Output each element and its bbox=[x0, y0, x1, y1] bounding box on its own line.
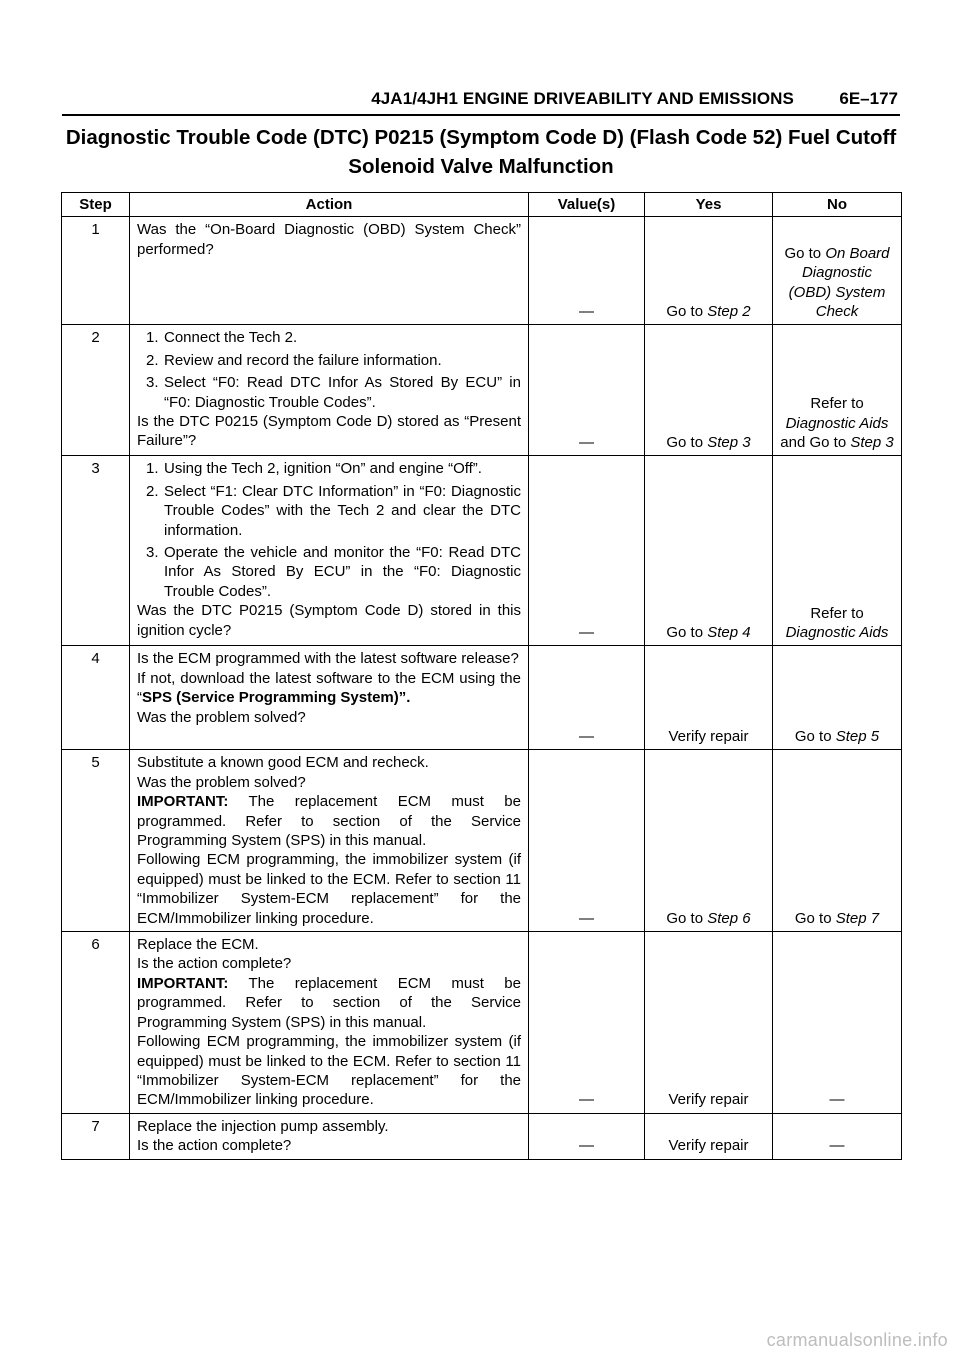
action-text: Was the DTC P0215 (Symptom Code D) stored in this ignition cycle? bbox=[137, 602, 521, 639]
no-cell: Go to Step 5 bbox=[773, 646, 902, 750]
action-cell bbox=[130, 217, 529, 325]
table-row bbox=[62, 646, 902, 750]
no-cell: Go to Step 7 bbox=[773, 750, 902, 932]
no-cell: — bbox=[773, 1113, 902, 1159]
no-cell: Refer to Diagnostic Aids and Go to Step 3 bbox=[773, 325, 902, 456]
table-row bbox=[62, 750, 902, 932]
step-number: 3 bbox=[62, 456, 130, 646]
step-link: Step 2 bbox=[707, 303, 751, 320]
no-cell: Refer to Diagnostic Aids bbox=[773, 456, 902, 646]
value-cell: — bbox=[529, 456, 645, 646]
page-header bbox=[62, 88, 900, 116]
table-row bbox=[62, 217, 902, 325]
yes-cell: Verify repair bbox=[645, 1113, 773, 1159]
action-cell bbox=[130, 750, 529, 932]
action-text: Was the problem solved? bbox=[137, 708, 306, 726]
list-item: 3. Select “F0: Read DTC Infor As Stored By ECU” in “F0: Diagnostic Trouble Codes”. bbox=[146, 374, 521, 411]
col-header-action: Action bbox=[130, 193, 529, 217]
step-link: Step 6 bbox=[707, 909, 751, 927]
step-link: Step 5 bbox=[835, 728, 880, 745]
important-note: IMPORTANT: The replacement ECM must be programmed. Refer to section of the Service Programming System (SPS) in this manual. bbox=[137, 793, 521, 850]
action-text: If not, download the latest software to the ECM using the “SPS (Service Programming System)”. bbox=[137, 669, 521, 707]
list-item: 1. Using the Tech 2, ignition “On” and engine “Off”. bbox=[146, 460, 482, 478]
page-number: 6E–177 bbox=[839, 89, 898, 108]
yes-cell: Go to Step 2 bbox=[645, 217, 773, 325]
action-text: Was the problem solved? bbox=[137, 773, 306, 791]
step-link: Step 3 bbox=[850, 434, 894, 451]
yes-cell: Go to Step 6 bbox=[645, 750, 773, 932]
action-text: Is the action complete? bbox=[137, 1137, 292, 1155]
step-number: 6 bbox=[62, 932, 130, 1114]
action-cell bbox=[130, 456, 529, 646]
step-link: Step 3 bbox=[707, 434, 751, 451]
action-cell bbox=[130, 1113, 529, 1159]
step-link: Step 7 bbox=[835, 909, 880, 927]
list-item: 2. Select “F1: Clear DTC Information” in “F0: Diagnostic Trouble Codes” with the Tech 2 and clear the DTC information. bbox=[146, 482, 521, 539]
list-item: 2. Review and record the failure information. bbox=[146, 351, 442, 369]
action-text: Replace the ECM. bbox=[137, 936, 259, 954]
watermark: carmanualsonline.info bbox=[766, 1330, 948, 1350]
col-header-yes: Yes bbox=[645, 193, 773, 217]
no-cell: — bbox=[773, 932, 902, 1114]
col-header-values: Value(s) bbox=[529, 193, 645, 217]
step-number: 4 bbox=[62, 646, 130, 750]
yes-cell: Go to Step 4 bbox=[645, 456, 773, 646]
page-title: Diagnostic Trouble Code (DTC) P0215 (Symptom Code D) (Flash Code 52) Fuel Cutoff Solenoid Valve Malfunction bbox=[65, 126, 897, 178]
procedure-link: On Board Diagnostic (OBD) System Check bbox=[788, 244, 890, 320]
action-cell bbox=[130, 646, 529, 750]
list-item: 3. Operate the vehicle and monitor the “F0: Read DTC Infor As Stored By ECU” in the “F0: Diagnostic Trouble Codes”. bbox=[146, 544, 521, 600]
action-text: Following ECM programming, the immobilizer system (if equipped) must be linked to the ECM. Refer to section 11 “Immobilizer System-ECM replacement” for the ECM/Immobilizer linking procedure. bbox=[137, 851, 521, 927]
value-cell: — bbox=[529, 1113, 645, 1159]
yes-cell: Go to Step 3 bbox=[645, 325, 773, 456]
table-row bbox=[62, 456, 902, 646]
list-item: 1. Connect the Tech 2. bbox=[146, 329, 298, 347]
table-header-row bbox=[62, 193, 902, 217]
yes-cell: Verify repair bbox=[645, 646, 773, 750]
value-cell: — bbox=[529, 325, 645, 456]
step-number: 5 bbox=[62, 750, 130, 932]
value-cell: — bbox=[529, 217, 645, 325]
action-cell bbox=[130, 325, 529, 456]
step-number: 7 bbox=[62, 1113, 130, 1159]
action-text: Is the DTC P0215 (Symptom Code D) stored as “Present Failure”? bbox=[137, 413, 521, 450]
procedure-link: Diagnostic Aids bbox=[785, 414, 889, 432]
action-cell bbox=[130, 932, 529, 1114]
action-text: Is the action complete? bbox=[137, 955, 292, 973]
table-row bbox=[62, 932, 902, 1114]
no-cell: Go to On Board Diagnostic (OBD) System Check bbox=[773, 217, 902, 325]
step-number: 1 bbox=[62, 217, 130, 325]
diagnostic-table bbox=[61, 192, 902, 1160]
procedure-link: Diagnostic Aids bbox=[785, 624, 889, 641]
table-row bbox=[62, 325, 902, 456]
action-text: Is the ECM programmed with the latest software release? bbox=[137, 650, 519, 668]
value-cell: — bbox=[529, 646, 645, 750]
action-text: Substitute a known good ECM and recheck. bbox=[137, 754, 429, 772]
value-cell: — bbox=[529, 932, 645, 1114]
step-link: Step 4 bbox=[707, 624, 751, 641]
yes-cell: Verify repair bbox=[645, 932, 773, 1114]
action-text: Replace the injection pump assembly. bbox=[137, 1117, 389, 1135]
important-note: IMPORTANT: The replacement ECM must be programmed. Refer to section of the Service Programming System (SPS) in this manual. bbox=[137, 974, 521, 1031]
col-header-step: Step bbox=[62, 193, 130, 217]
value-cell: — bbox=[529, 750, 645, 932]
step-number: 2 bbox=[62, 325, 130, 456]
action-text: Following ECM programming, the immobilizer system (if equipped) must be linked to the ECM. Refer to section 11 “Immobilizer System-ECM replacement” for the ECM/Immobilizer linking procedure. bbox=[137, 1033, 521, 1109]
header-title: 4JA1/4JH1 ENGINE DRIVEABILITY AND EMISSIONS bbox=[371, 89, 794, 108]
col-header-no: No bbox=[773, 193, 902, 217]
table-row bbox=[62, 1113, 902, 1159]
sps-reference: SPS (Service Programming System)”. bbox=[142, 689, 411, 707]
action-text: Was the “On-Board Diagnostic (OBD) System Check” performed? bbox=[137, 221, 521, 258]
